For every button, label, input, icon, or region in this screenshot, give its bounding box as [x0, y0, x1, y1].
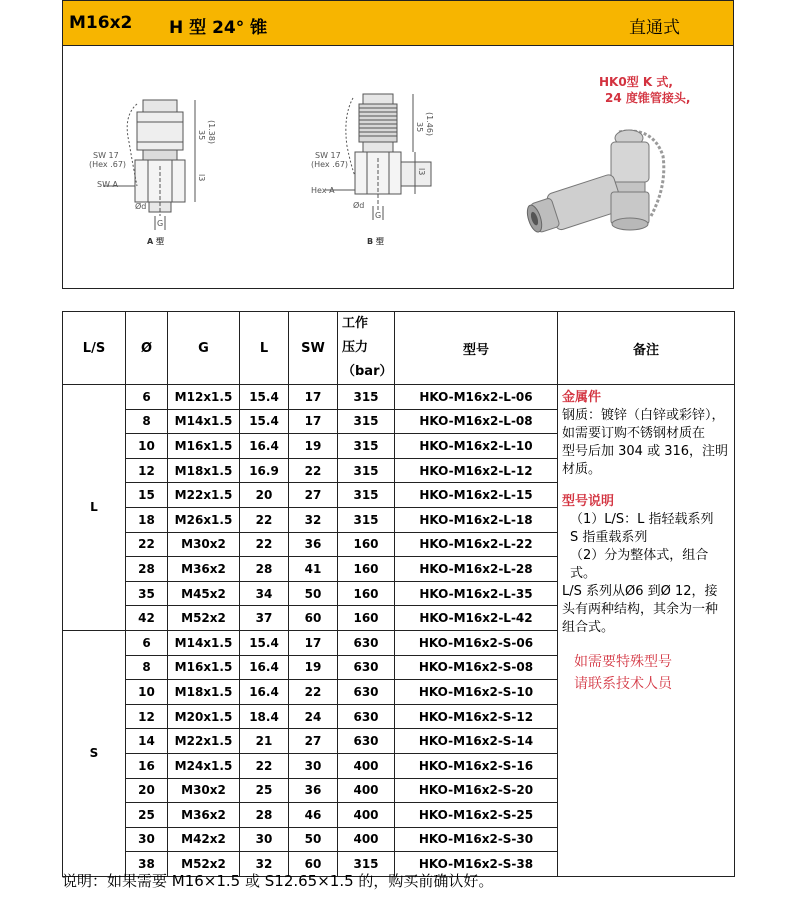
- cell-pressure: 630: [338, 630, 395, 655]
- cell-model: HKO-M16x2-L-06: [395, 385, 558, 410]
- cell-sw: 19: [289, 655, 338, 680]
- cell-d: 22: [126, 532, 168, 557]
- cell-l: 28: [240, 557, 289, 582]
- cell-g: M52x2: [168, 606, 240, 631]
- cell-sw: 60: [289, 606, 338, 631]
- cell-sw: 50: [289, 581, 338, 606]
- col-model: 型号: [395, 312, 558, 385]
- cell-model: HKO-M16x2-S-20: [395, 778, 558, 803]
- cell-g: M18x1.5: [168, 458, 240, 483]
- a-l3: l3: [197, 174, 206, 182]
- cell-model: HKO-M16x2-S-12: [395, 704, 558, 729]
- cell-g: M12x1.5: [168, 385, 240, 410]
- b-sw17: SW 17: [315, 151, 341, 160]
- cell-pressure: 630: [338, 729, 395, 754]
- b-dim35: 35: [415, 122, 424, 133]
- cell-sw: 27: [289, 483, 338, 508]
- type-b-drawing: [325, 94, 431, 220]
- cell-g: M45x2: [168, 581, 240, 606]
- cell-l: 22: [240, 532, 289, 557]
- cell-pressure: 315: [338, 507, 395, 532]
- col-remark: 备注: [558, 312, 735, 385]
- cell-g: M42x2: [168, 827, 240, 852]
- cell-d: 8: [126, 409, 168, 434]
- cell-l: 15.4: [240, 409, 289, 434]
- header-type: H 型 24° 锥: [169, 18, 268, 38]
- cell-d: 10: [126, 434, 168, 459]
- col-d: Ø: [126, 312, 168, 385]
- cell-d: 28: [126, 557, 168, 582]
- cell-pressure: 315: [338, 458, 395, 483]
- b-l3: l3: [417, 168, 426, 176]
- b-caption: B 型: [367, 237, 384, 246]
- header-style: 直通式: [629, 18, 680, 38]
- cell-sw: 22: [289, 680, 338, 705]
- drawing-panel: [62, 46, 734, 289]
- a-g: G: [157, 219, 164, 228]
- cell-model: HKO-M16x2-L-18: [395, 507, 558, 532]
- b-g: G: [375, 211, 382, 220]
- col-pressure-l3: （bar）: [342, 364, 393, 379]
- table-row: [63, 385, 735, 410]
- a-sw17: SW 17: [93, 151, 119, 160]
- cell-l: 21: [240, 729, 289, 754]
- b-dim146: (1.46): [425, 112, 434, 137]
- header-bar: [62, 0, 734, 46]
- cell-l: 16.9: [240, 458, 289, 483]
- cell-sw: 36: [289, 532, 338, 557]
- cell-sw: 17: [289, 385, 338, 410]
- a-swa: SW A: [97, 180, 119, 189]
- cell-l: 16.4: [240, 434, 289, 459]
- cell-l: 28: [240, 803, 289, 828]
- cell-model: HKO-M16x2-L-10: [395, 434, 558, 459]
- cell-d: 35: [126, 581, 168, 606]
- cell-d: 30: [126, 827, 168, 852]
- cell-sw: 60: [289, 852, 338, 877]
- cell-sw: 30: [289, 753, 338, 778]
- remark-line: 钢质：镀锌（白锌或彩锌），: [562, 408, 725, 423]
- cell-pressure: 160: [338, 581, 395, 606]
- cell-l: 25: [240, 778, 289, 803]
- cell-model: HKO-M16x2-S-16: [395, 753, 558, 778]
- col-l: L: [240, 312, 289, 385]
- cell-d: 20: [126, 778, 168, 803]
- cell-model: HKO-M16x2-L-35: [395, 581, 558, 606]
- remark-line: 组合式。: [562, 620, 615, 635]
- remark-line: L/S 系列从Ø6 到Ø 12，接: [562, 584, 718, 599]
- cell-g: M20x1.5: [168, 704, 240, 729]
- b-od: Ød: [353, 201, 365, 210]
- cell-pressure: 315: [338, 434, 395, 459]
- cell-sw: 17: [289, 630, 338, 655]
- remark-line: （2）分为整体式，组合式。: [570, 548, 709, 581]
- product-note-line2: 24 度锥管接头,: [605, 91, 691, 105]
- cell-l: 16.4: [240, 655, 289, 680]
- cell-d: 16: [126, 753, 168, 778]
- cell-model: HKO-M16x2-S-30: [395, 827, 558, 852]
- cell-g: M24x1.5: [168, 753, 240, 778]
- cell-model: HKO-M16x2-L-08: [395, 409, 558, 434]
- a-caption: A 型: [147, 237, 164, 246]
- product-note-line1: HK0型 K 式,: [599, 75, 673, 89]
- cell-sw: 46: [289, 803, 338, 828]
- a-hex67: (Hex .67): [89, 160, 127, 169]
- col-g: G: [168, 312, 240, 385]
- spec-table: [62, 311, 735, 877]
- cell-pressure: 315: [338, 483, 395, 508]
- cell-d: 15: [126, 483, 168, 508]
- header-size: M16x2: [69, 13, 133, 33]
- cell-l: 18.4: [240, 704, 289, 729]
- cell-d: 8: [126, 655, 168, 680]
- col-ls: L/S: [63, 312, 126, 385]
- cell-g: M36x2: [168, 803, 240, 828]
- cell-d: 38: [126, 852, 168, 877]
- cell-sw: 41: [289, 557, 338, 582]
- cell-pressure: 630: [338, 655, 395, 680]
- cell-d: 42: [126, 606, 168, 631]
- cell-pressure: 400: [338, 778, 395, 803]
- cell-sw: 17: [289, 409, 338, 434]
- cell-model: HKO-M16x2-L-12: [395, 458, 558, 483]
- cell-l: 34: [240, 581, 289, 606]
- cell-g: M22x1.5: [168, 729, 240, 754]
- group-cell: L: [63, 385, 126, 631]
- a-dim138: (1.38): [207, 120, 216, 145]
- cell-d: 25: [126, 803, 168, 828]
- cell-model: HKO-M16x2-S-10: [395, 680, 558, 705]
- cell-l: 15.4: [240, 385, 289, 410]
- remark-model-title: 型号说明: [562, 494, 615, 509]
- cell-g: M14x1.5: [168, 409, 240, 434]
- cell-d: 12: [126, 458, 168, 483]
- col-pressure: [338, 312, 395, 385]
- cell-g: M26x1.5: [168, 507, 240, 532]
- footnote: 说明：如果需要 M16×1.5 或 S12.65×1.5 的，购买前确认好。: [62, 872, 494, 890]
- col-sw: SW: [289, 312, 338, 385]
- cell-d: 12: [126, 704, 168, 729]
- cell-g: M16x1.5: [168, 434, 240, 459]
- product-photo: [523, 130, 664, 239]
- cell-pressure: 400: [338, 753, 395, 778]
- cell-d: 6: [126, 385, 168, 410]
- cell-l: 16.4: [240, 680, 289, 705]
- a-od: Ød: [135, 202, 147, 211]
- cell-sw: 19: [289, 434, 338, 459]
- cell-sw: 36: [289, 778, 338, 803]
- cell-sw: 50: [289, 827, 338, 852]
- cell-sw: 22: [289, 458, 338, 483]
- cell-pressure: 400: [338, 827, 395, 852]
- cell-model: HKO-M16x2-S-06: [395, 630, 558, 655]
- cell-l: 32: [240, 852, 289, 877]
- b-hex67: (Hex .67): [311, 160, 349, 169]
- remark-metal-title: 金属件: [562, 390, 602, 405]
- cell-g: M16x1.5: [168, 655, 240, 680]
- cell-model: HKO-M16x2-S-38: [395, 852, 558, 877]
- cell-model: HKO-M16x2-S-14: [395, 729, 558, 754]
- cell-model: HKO-M16x2-S-08: [395, 655, 558, 680]
- cell-pressure: 630: [338, 680, 395, 705]
- cell-pressure: 315: [338, 385, 395, 410]
- cell-g: M14x1.5: [168, 630, 240, 655]
- group-cell: S: [63, 630, 126, 876]
- cell-g: M30x2: [168, 778, 240, 803]
- cell-g: M18x1.5: [168, 680, 240, 705]
- cell-sw: 32: [289, 507, 338, 532]
- remark-line: 头有两种结构，其余为一种: [562, 602, 719, 617]
- cell-g: M36x2: [168, 557, 240, 582]
- cell-l: 22: [240, 507, 289, 532]
- cell-pressure: 400: [338, 803, 395, 828]
- cell-d: 10: [126, 680, 168, 705]
- b-hexa: Hex A: [311, 186, 335, 195]
- cell-g: M30x2: [168, 532, 240, 557]
- cell-l: 15.4: [240, 630, 289, 655]
- cell-model: HKO-M16x2-L-22: [395, 532, 558, 557]
- cell-l: 22: [240, 753, 289, 778]
- table-header-row: [63, 312, 735, 385]
- cell-pressure: 160: [338, 557, 395, 582]
- cell-pressure: 630: [338, 704, 395, 729]
- remark-line: 如需要订购不锈钢材质在: [562, 426, 706, 441]
- remark-contact2: 请联系技术人员: [574, 676, 672, 692]
- cell-pressure: 160: [338, 532, 395, 557]
- col-pressure-l1: 工作: [342, 316, 369, 331]
- cell-model: HKO-M16x2-S-25: [395, 803, 558, 828]
- cell-l: 20: [240, 483, 289, 508]
- cell-pressure: 315: [338, 852, 395, 877]
- cell-pressure: 160: [338, 606, 395, 631]
- cell-model: HKO-M16x2-L-28: [395, 557, 558, 582]
- cell-d: 18: [126, 507, 168, 532]
- cell-l: 30: [240, 827, 289, 852]
- cell-sw: 24: [289, 704, 338, 729]
- cell-d: 6: [126, 630, 168, 655]
- remark-line: S 指重载系列: [570, 530, 648, 545]
- remark-line: 材质。: [562, 462, 602, 477]
- cell-g: M52x2: [168, 852, 240, 877]
- cell-model: HKO-M16x2-L-15: [395, 483, 558, 508]
- remark-line: 型号后加 304 或 316，注明: [562, 444, 729, 459]
- a-dim35: 35: [197, 130, 206, 141]
- cell-pressure: 315: [338, 409, 395, 434]
- cell-g: M22x1.5: [168, 483, 240, 508]
- col-pressure-l2: 压力: [342, 340, 369, 355]
- remark-line: （1）L/S：L 指轻载系列: [570, 512, 714, 527]
- remark-contact1: 如需要特殊型号: [574, 654, 672, 670]
- cell-d: 14: [126, 729, 168, 754]
- cell-model: HKO-M16x2-L-42: [395, 606, 558, 631]
- remarks-cell: [558, 385, 735, 877]
- cell-l: 37: [240, 606, 289, 631]
- cell-sw: 27: [289, 729, 338, 754]
